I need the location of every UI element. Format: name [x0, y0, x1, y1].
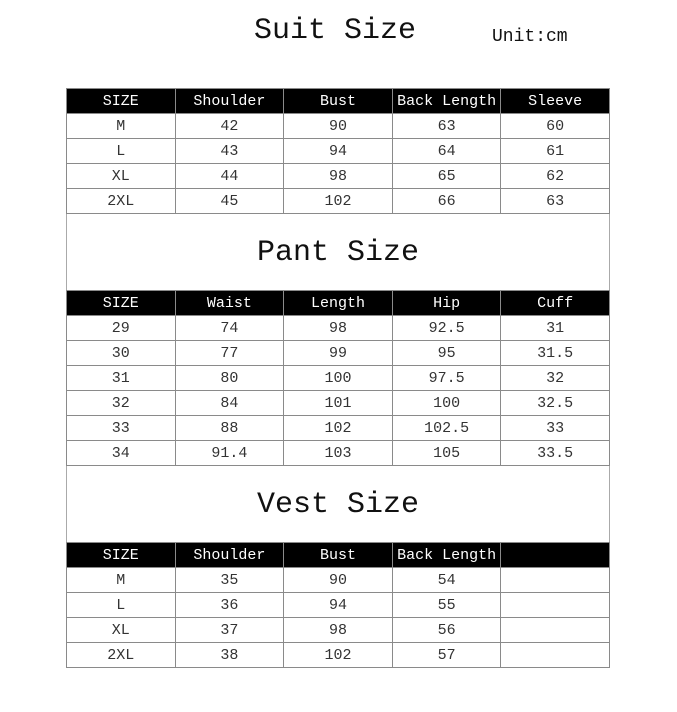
table-cell: 102 — [284, 189, 393, 214]
vest-size-title: Vest Size — [256, 488, 420, 522]
table-cell: 31.5 — [501, 341, 610, 366]
table-row — [67, 164, 610, 189]
table-cell: 103 — [284, 441, 393, 466]
table-cell: 65 — [392, 164, 501, 189]
table-cell: L — [67, 593, 176, 618]
table-cell: 90 — [284, 568, 393, 593]
table-row — [67, 593, 610, 618]
table-cell: 63 — [501, 189, 610, 214]
table-cell: 45 — [175, 189, 284, 214]
pant-size-title: Pant Size — [256, 236, 420, 270]
column-header: Sleeve — [501, 89, 610, 114]
column-header: Hip — [392, 291, 501, 316]
table-cell: 90 — [284, 114, 393, 139]
column-header: SIZE — [67, 543, 176, 568]
table-cell: 101 — [284, 391, 393, 416]
table-cell: 55 — [392, 593, 501, 618]
table-cell: M — [67, 568, 176, 593]
table-cell: 98 — [284, 164, 393, 189]
table-row — [67, 416, 610, 441]
table-cell: 34 — [67, 441, 176, 466]
table-cell: 92.5 — [392, 316, 501, 341]
table-cell: 62 — [501, 164, 610, 189]
table-row — [67, 189, 610, 214]
table-cell: 95 — [392, 341, 501, 366]
column-header: Waist — [175, 291, 284, 316]
suit-size-table — [66, 88, 610, 214]
table-cell: 97.5 — [392, 366, 501, 391]
table-row — [67, 618, 610, 643]
table-cell: 30 — [67, 341, 176, 366]
table-cell: 102 — [284, 643, 393, 668]
table-header-row — [67, 89, 610, 114]
table-cell: L — [67, 139, 176, 164]
table-cell: 77 — [175, 341, 284, 366]
column-header: Bust — [284, 89, 393, 114]
table-cell: 29 — [67, 316, 176, 341]
table-cell: 56 — [392, 618, 501, 643]
unit-label: Unit:cm — [492, 27, 568, 47]
table-header-row — [67, 291, 610, 316]
table-row — [67, 568, 610, 593]
table-cell: 32 — [67, 391, 176, 416]
table-cell: M — [67, 114, 176, 139]
table-cell: 63 — [392, 114, 501, 139]
column-header: Cuff — [501, 291, 610, 316]
table-cell: 98 — [284, 316, 393, 341]
column-header: Shoulder — [175, 89, 284, 114]
table-cell: XL — [67, 618, 176, 643]
table-cell: 64 — [392, 139, 501, 164]
table-cell: 33 — [67, 416, 176, 441]
table-cell: 54 — [392, 568, 501, 593]
size-chart — [66, 88, 610, 668]
table-row — [67, 114, 610, 139]
table-row — [67, 643, 610, 668]
column-header: SIZE — [67, 291, 176, 316]
table-cell: 32 — [501, 366, 610, 391]
table-cell — [501, 643, 610, 668]
table-cell — [501, 568, 610, 593]
table-cell: 102.5 — [392, 416, 501, 441]
table-cell: 84 — [175, 391, 284, 416]
table-cell: 94 — [284, 593, 393, 618]
table-cell: 31 — [501, 316, 610, 341]
table-header-row — [67, 543, 610, 568]
table-cell: 74 — [175, 316, 284, 341]
table-cell: 91.4 — [175, 441, 284, 466]
table-cell: XL — [67, 164, 176, 189]
column-header: SIZE — [67, 89, 176, 114]
table-row — [67, 441, 610, 466]
table-cell: 61 — [501, 139, 610, 164]
table-cell — [501, 618, 610, 643]
table-cell: 80 — [175, 366, 284, 391]
pant-size-table — [66, 290, 610, 466]
table-cell: 57 — [392, 643, 501, 668]
table-cell: 99 — [284, 341, 393, 366]
table-cell: 94 — [284, 139, 393, 164]
column-header: Length — [284, 291, 393, 316]
table-cell — [501, 593, 610, 618]
table-cell: 2XL — [67, 189, 176, 214]
table-cell: 38 — [175, 643, 284, 668]
column-header: Bust — [284, 543, 393, 568]
column-header — [501, 543, 610, 568]
table-cell: 44 — [175, 164, 284, 189]
table-cell: 105 — [392, 441, 501, 466]
table-cell: 42 — [175, 114, 284, 139]
vest-size-table — [66, 542, 610, 668]
table-cell: 36 — [175, 593, 284, 618]
table-cell: 31 — [67, 366, 176, 391]
table-cell: 35 — [175, 568, 284, 593]
table-cell: 102 — [284, 416, 393, 441]
pant-section-band — [66, 214, 610, 290]
table-row — [67, 341, 610, 366]
table-cell: 60 — [501, 114, 610, 139]
suit-size-title: Suit Size — [254, 14, 417, 48]
table-cell: 100 — [284, 366, 393, 391]
table-cell: 43 — [175, 139, 284, 164]
table-cell: 33 — [501, 416, 610, 441]
table-row — [67, 316, 610, 341]
table-row — [67, 366, 610, 391]
table-cell: 2XL — [67, 643, 176, 668]
table-cell: 66 — [392, 189, 501, 214]
vest-section-band — [66, 466, 610, 542]
table-cell: 100 — [392, 391, 501, 416]
column-header: Back Length — [392, 89, 501, 114]
column-header: Back Length — [392, 543, 501, 568]
table-cell: 88 — [175, 416, 284, 441]
column-header: Shoulder — [175, 543, 284, 568]
table-row — [67, 139, 610, 164]
table-cell: 32.5 — [501, 391, 610, 416]
table-cell: 37 — [175, 618, 284, 643]
table-row — [67, 391, 610, 416]
table-cell: 33.5 — [501, 441, 610, 466]
table-cell: 98 — [284, 618, 393, 643]
